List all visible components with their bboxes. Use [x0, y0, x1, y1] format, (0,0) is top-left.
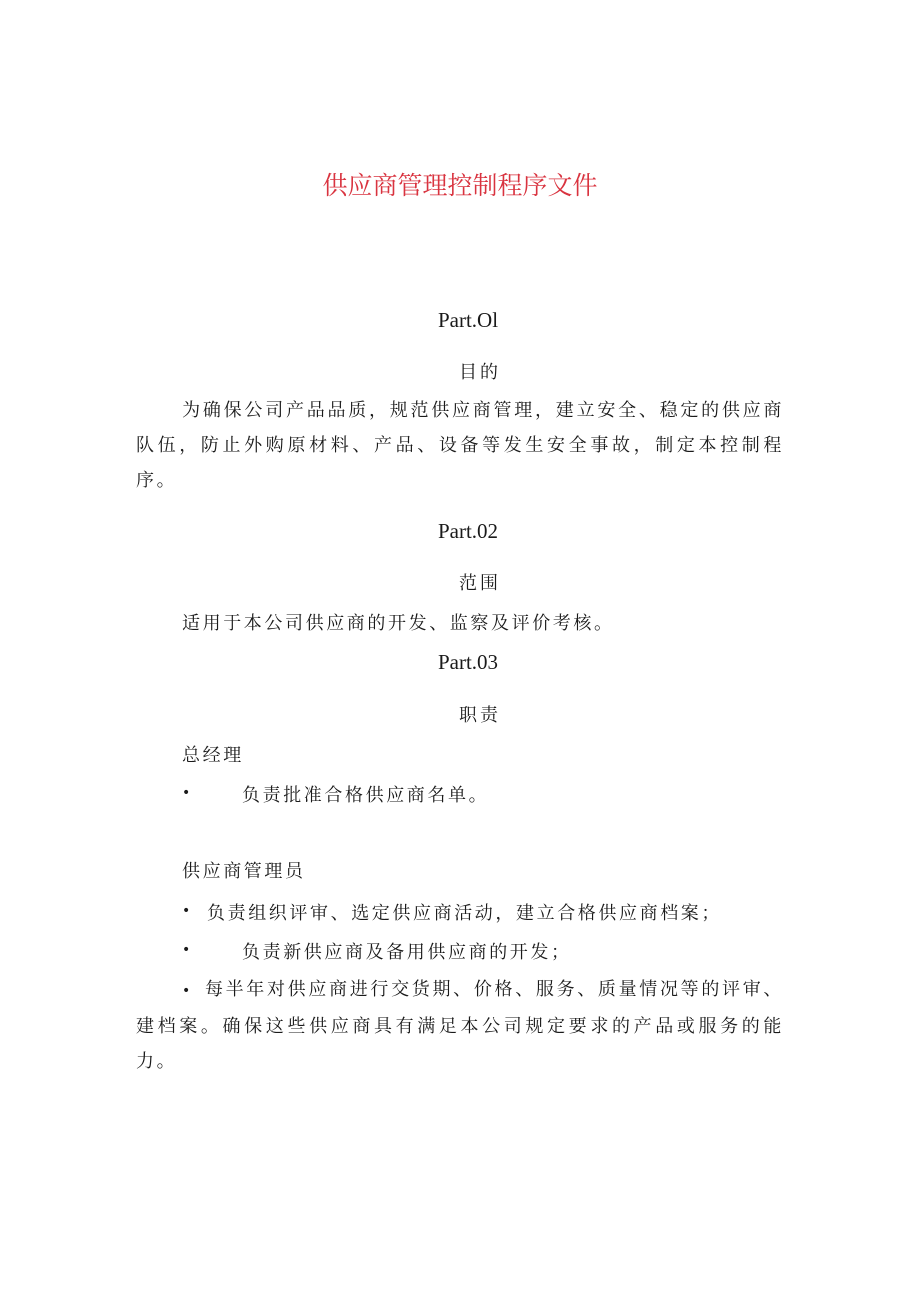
bullet-icon: • [182, 785, 191, 801]
sm-duty-2: 负责新供应商及备用供应商的开发； [242, 942, 572, 963]
sm-duty-3-block [136, 972, 784, 1079]
sm-duty-3: 每半年对供应商进行交货期、价格、服务、质量情况等的评审、建档案。确保这些供应商具有满足本公司规定要求的产品或服务的能力。 [136, 979, 784, 1072]
role-supplier-manager: 供应商管理员 [182, 861, 306, 882]
section-heading-responsibilities: 职责 [459, 705, 501, 726]
sm-duty-1: 负责组织评审、选定供应商活动，建立合格供应商档案； [207, 903, 722, 924]
gm-duty-1: 负责批准合格供应商名单。 [242, 785, 490, 806]
role-general-manager: 总经理 [182, 745, 244, 766]
section-heading-scope: 范围 [459, 573, 501, 594]
purpose-paragraph-text: 为确保公司产品品质，规范供应商管理，建立安全、稳定的供应商队伍，防止外购原材料、产品、设备等发生安全事故，制定本控制程序。 [136, 400, 784, 491]
bullet-icon: • [182, 983, 193, 999]
purpose-paragraph [136, 393, 784, 498]
part-02-label: Part.02 [437, 519, 499, 543]
scope-paragraph: 适用于本公司供应商的开发、监察及评价考核。 [182, 613, 615, 634]
bullet-icon: • [182, 942, 191, 958]
document-title: 供应商管理控制程序文件 [322, 171, 598, 200]
part-03-label: Part.03 [437, 650, 499, 674]
section-heading-purpose: 目的 [459, 362, 501, 383]
bullet-icon: • [182, 903, 191, 919]
part-01-label: Part.Ol [437, 308, 499, 332]
